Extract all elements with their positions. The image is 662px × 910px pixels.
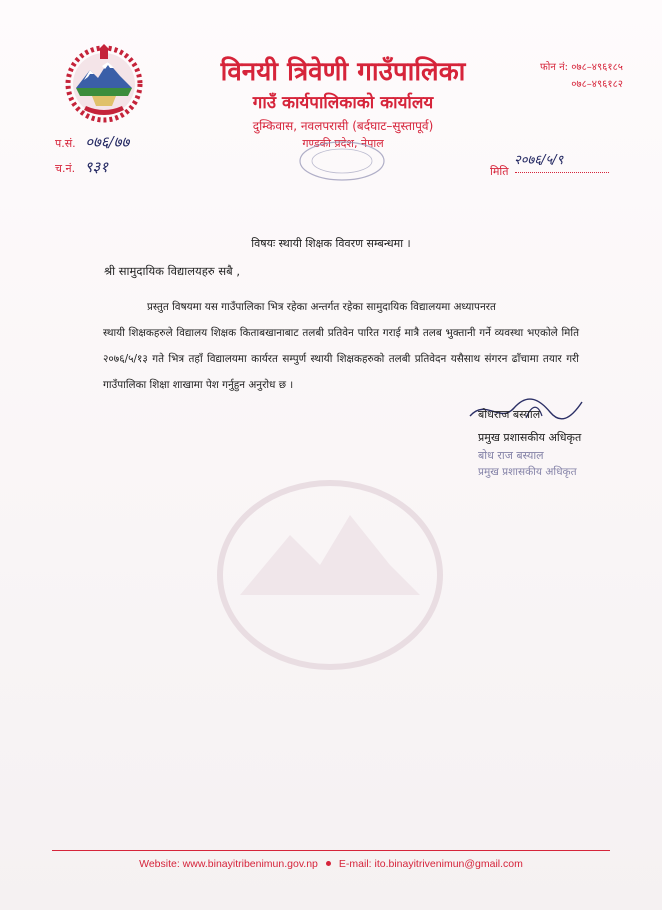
office-name: गाउँ कार्यपालिकाको कार्यालय xyxy=(252,93,434,113)
letter-body xyxy=(103,294,579,398)
signatory-name: बोधराज बस्याल xyxy=(478,408,541,421)
office-address: दुम्किवास, नवलपरासी (बर्दघाट–सुस्तापूर्व) xyxy=(252,119,434,133)
province-name: गण्डकी प्रदेश, नेपाल xyxy=(302,137,384,150)
signatory-designation: प्रमुख प्रशासकीय अधिकृत xyxy=(478,431,582,444)
office-stamp-icon xyxy=(296,138,388,184)
letter-body-first-line: प्रस्तुत विषयमा यस गाउँपालिका भित्र रहेका अन्तर्गत रहेका सामुदायिक विद्यालयमा अध्यापनरत xyxy=(147,301,496,313)
dispatch-number-value: ९३१ xyxy=(84,158,108,176)
date-dotted-line xyxy=(515,172,609,173)
footer-website: Website: www.binayitribenimun.gov.np xyxy=(139,858,318,870)
date-label: मिति xyxy=(490,165,509,178)
letter-subject: विषयः स्थायी शिक्षक विवरण सम्बन्धमा । xyxy=(251,237,411,250)
seal-signatory-name: बोध राज बस्याल xyxy=(478,449,544,462)
letter-addressee: श्री सामुदायिक विद्यालयहरु सबै , xyxy=(104,264,240,278)
phone-block xyxy=(513,59,623,93)
footer-email: E-mail: ito.binayitrivenimun@gmail.com xyxy=(338,858,523,870)
dispatch-number xyxy=(55,157,108,177)
letter-number-value: ०७६/७७ xyxy=(85,133,130,151)
letter-number-label: प.सं. xyxy=(55,137,76,150)
date-handwritten: २०७६/५/९ xyxy=(514,153,564,168)
organization-name: विनयी त्रिवेणी गाउँपालिका xyxy=(220,57,466,87)
footer-divider xyxy=(52,850,610,851)
seal-signatory-designation: प्रमुख प्रशासकीय अधिकृत xyxy=(478,466,577,478)
letter-body-rest: स्थायी शिक्षकहरुले विद्यालय शिक्षक किताबखानाबाट तलबी प्रतिवेन पारित गराई मात्रै तलब भुक्तानी गर्ने व्यवस्था भएकोले मिति २०७६/५/१३ गते भित्र तहाँ विद्यालयमा कार्यरत सम्पुर्ण स्थायी शिक्षकहरुको तलबी प्रतिवेदन यसैसाथ संगरन ढाँचामा तयार गरी गाउँपालिका शिक्षा शाखामा पेश गर्नुहुन अनुरोध छ । xyxy=(103,327,579,391)
government-emblem-icon xyxy=(62,40,146,124)
emblem-watermark-icon xyxy=(210,475,450,675)
date-field xyxy=(490,164,609,179)
footer xyxy=(0,858,662,870)
phone-number-2: ०७८–४९६१८२ xyxy=(571,79,623,90)
phone-number-1: ०७८–४९६१८५ xyxy=(571,62,623,73)
letter-number xyxy=(55,132,129,152)
phone-label: फोन नं: xyxy=(540,62,568,73)
footer-separator-dot xyxy=(326,861,331,866)
dispatch-number-label: च.नं. xyxy=(55,162,76,175)
